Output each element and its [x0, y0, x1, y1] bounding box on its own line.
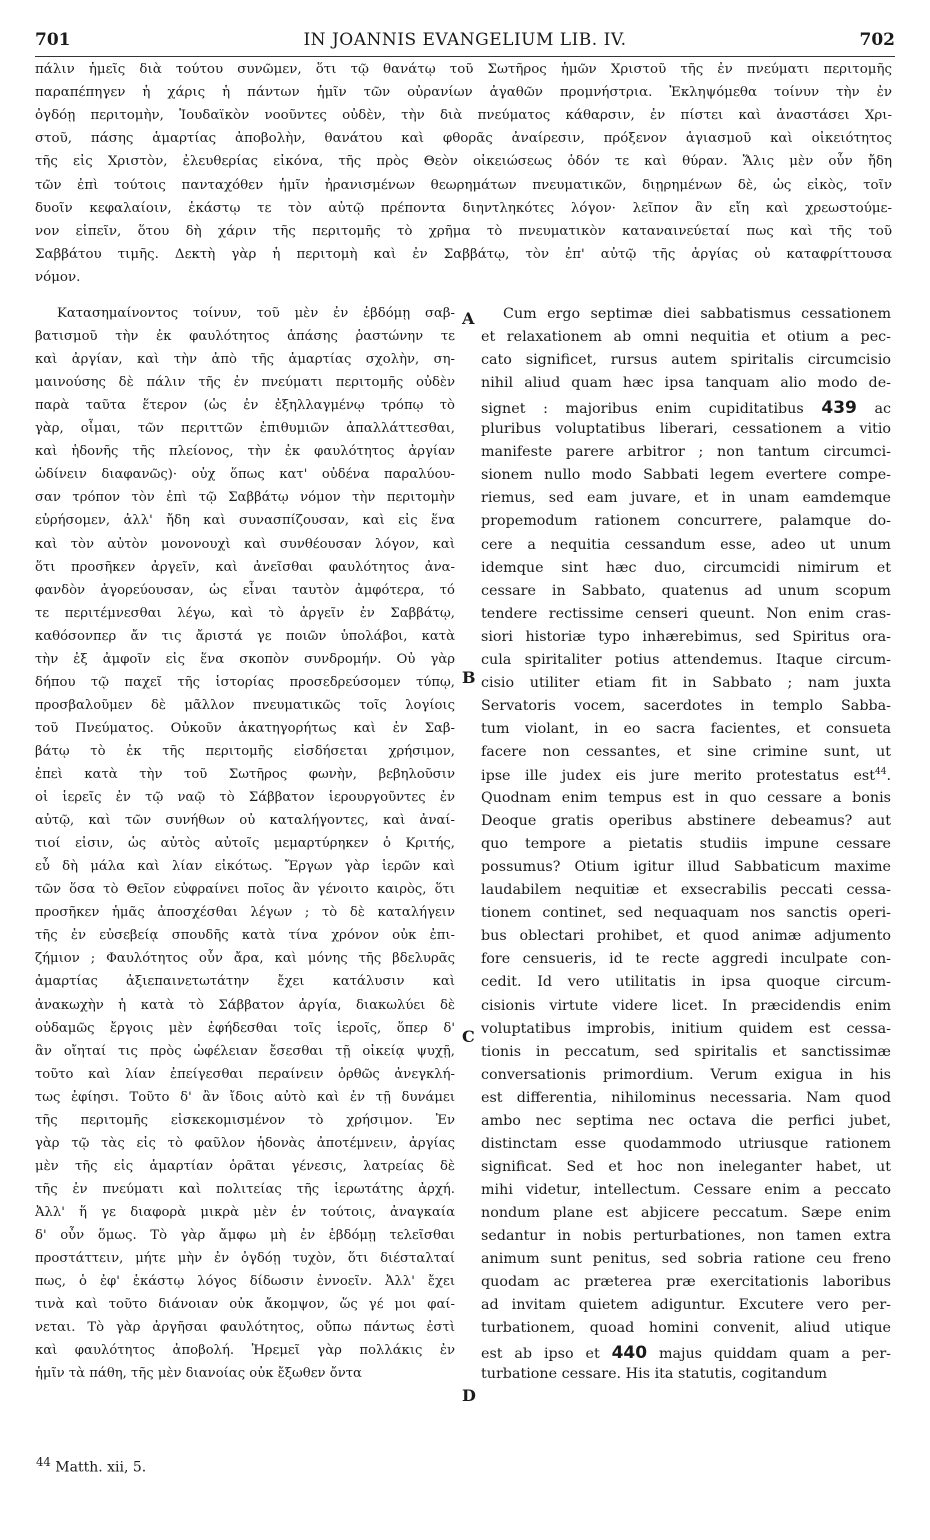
latin-column-line-2: et relaxationem ab omni nequitia et otium a pec-	[481, 329, 891, 346]
latin-column-line-23: Deoque gratis operibus abstinere debeamus? aut	[481, 813, 891, 830]
running-title: IN JOANNIS EVANGELIUM LIB. IV.	[303, 30, 627, 50]
latin-column-line-18: Servatoris vocem, sacerdotes in templo Sabba-	[481, 697, 891, 714]
latin-column-line-28: bus oblectari prohibet, et quod animæ adjumento	[481, 928, 891, 945]
greek-column-line-33: ἂν οἴηταί τις πρὸς ὠφέλειαν ἔσεσθαι τῇ οἰκείᾳ ψυχῇ,	[35, 1043, 455, 1059]
greek-full-line-2: παραπέπηγεν ἡ χάρις ἡ πάντων ἡμῖν τῶν οὐρανίων ἀγαθῶν προμνήστρια. Ἐκληψόμεθα τοίνυν τὴν ἐν	[35, 85, 892, 101]
greek-column-line-5: παρὰ ταῦτα ἕτερον (ὡς ἐν ἐξηλλαγμένῳ τρόπῳ τὸ	[35, 398, 455, 414]
latin-column-line-8: sionem nullo modo Sabbati legem evertere compe-	[481, 467, 891, 484]
greek-column-line-24: τιοί εἰσιν, ὡς αὐτὸς αὐτοῖς μεμαρτύρηκεν ὁ Κριτής,	[35, 836, 455, 852]
greek-column-line-27: προσῆκεν ἡμᾶς ἀποσχέσθαι λέγων ; τὸ δὲ καταλήγειν	[35, 905, 455, 921]
latin-column-line-40: nondum plane est abjicere peccatum. Sæpe enim	[481, 1204, 891, 1221]
greek-column-line-11: καὶ τὸν αὐτὸν μονονουχὶ καὶ συνθέουσαν λόγον, καὶ	[35, 536, 455, 552]
greek-column-line-42: προστάττειν, μήτε μὴν ἐν ὀγδόῃ τυχὸν, ὅτι διέσταλταί	[35, 1251, 455, 1267]
latin-column-line-1: Cum ergo septimæ diei sabbatismus cessationem	[503, 306, 891, 322]
greek-full-line-9: Σαββάτου τιμῆς. Δεκτὴ γὰρ ἡ περιτομὴ καὶ ἐν Σαββάτῳ, τὸν ἐπ' αὐτῷ τῆς ἀργίας οὐ καταφρίττουσα	[35, 246, 892, 262]
column-number-440: 440	[611, 1343, 648, 1364]
greek-column-line-41: δ' οὖν ὅμως. Τὸ γὰρ ἄμφω μὴ ἐν ἑβδόμῃ τελεῖσθαι	[35, 1228, 455, 1243]
right-column-number: 702	[859, 30, 895, 50]
greek-full-line-8: νον εἰπεῖν, ὅτου δὴ χάριν τῆς περιτομῆς τὸ χρῆμα τὸ πνευματικὸν καταναινεύεταί πως καὶ τῆς τοῦ	[35, 223, 892, 239]
greek-column-line-38: μὲν τῆς εἰς ἁμαρτίαν ὁρᾶται γένεσις, λατρείας δὲ	[35, 1158, 455, 1174]
latin-column-line-15: siori historiæ typo inhærebimus, sed Spiritus ora-	[481, 628, 891, 645]
latin-column-line-17: cisio utiliter etiam fit in Sabbato ; nam juxta	[481, 674, 891, 691]
latin-column-line-32: voluptatibus improbis, initium quidem est cessa-	[481, 1020, 891, 1037]
greek-column-line-9: σαν τρόπον τὸν ἐπὶ τῷ Σαββάτῳ νόμον τὴν περιτομὴν	[35, 490, 455, 506]
greek-column-line-2: βατισμοῦ τὴν ἐκ φαυλότητος ἁπάσης ῥαστώνην τε	[35, 329, 455, 345]
greek-column-line-21: ἐπεὶ κατὰ τὴν τοῦ Σωτῆρος φωνὴν, βεβηλοῦσιν	[35, 767, 455, 782]
greek-full-line-5: τῆς εἰς Χριστὸν, ἐλευθερίας εἰκόνα, τῆς πρὸς Θεὸν οἰκειώσεως ὁδόν τε καὶ θύραν. Ἅλις μὲν οὖν ἤδη	[35, 154, 892, 170]
latin-column-line-13: cessare in Sabbato, quatenus ad unum scopum	[481, 582, 891, 599]
latin-column-line-21: ipse ille judex eis jure merito protestatus est$^{44}$.	[481, 767, 891, 784]
greek-column-line-29: ζήμιον ; Φαυλότητος οὖν ἄρα, καὶ μόνης τῆς βδελυρᾶς	[35, 951, 455, 967]
latin-column-line-29: fore censueris, id te recte aggredi inculpate con-	[481, 951, 891, 968]
greek-column-line-14: τε περιτέμνεσθαι λέγω, καὶ τὸ ἀργεῖν ἐν Σαββάτῳ,	[35, 605, 455, 621]
greek-column-line-15: καθόσονπερ ἄν τις ἄριστά γε ποιῶν ὑπολάβοι, κατὰ	[35, 628, 455, 644]
greek-column-line-4: μαινούσης δὲ πάλιν τῆς ἐν πνεύματι περιτομῆς οὐδὲν	[35, 375, 455, 391]
latin-column-line-11: cere a nequitia cessandum esse, adeo ut unum	[481, 536, 891, 553]
latin-column-line-3: cato significet, rursus autem spiritalis circumcisio	[481, 352, 891, 369]
greek-column-line-31: ἀνακωχὴν ἡ κατὰ τὸ Σάββατον ἀργία, διακωλύει δὲ	[35, 997, 455, 1013]
latin-column-line-33: tionis in peccatum, sed spiritalis et sanctissimæ	[481, 1043, 891, 1060]
latin-column-line-38: significat. Sed et hoc non ineleganter habet, ut	[481, 1158, 891, 1175]
greek-column-line-44: τινὰ καὶ τοῦτο διάνοιαν οὐκ ἄκομψον, ὥς γέ μοι φαί-	[35, 1297, 455, 1313]
greek-column-line-25: εὖ δὴ μάλα καὶ λίαν εἰκότως. Ἔργων γὰρ ἱερῶν καὶ	[35, 859, 455, 875]
margin-marker-a: A	[462, 309, 475, 328]
greek-column-line-17: δήπου τῷ παχεῖ τῆς ἱστορίας προσεδρεύσομεν τύπῳ,	[35, 674, 455, 690]
latin-column-line-43: quodam ac præterea præ exercitationis laboribus	[481, 1274, 891, 1291]
greek-column-line-23: αὐτῷ, καὶ τῶν συνήθων οὐ καταλήγοντες, καὶ ἀναί-	[35, 813, 455, 829]
latin-column-line-26: laudabilem nequitiæ et exsecrabilis peccati cessa-	[481, 882, 891, 899]
footnote-number: 44	[36, 1455, 51, 1469]
greek-column-line-12: ὅτι προσῆκεν ἀργεῖν, καὶ ἀνεῖσθαι φαυλότητος ἀνα-	[35, 559, 455, 575]
latin-column-line-5: signet : majoribus enim cupiditatibus 439 ac	[481, 398, 892, 419]
greek-column-line-35: τως ἐφίησι. Τοῦτο δ' ἂν ἴδοις αὐτὸ καὶ ἐν τῇ δυνάμει	[35, 1089, 455, 1105]
latin-line-5-tail: ac	[874, 401, 892, 418]
greek-column-line-18: προσβαλοῦμεν δὲ μᾶλλον πνευματικῶς τοῖς λογίοις	[35, 697, 455, 713]
margin-marker-d: D	[462, 1386, 476, 1405]
greek-column-line-26: τῶν ὅσα τὸ Θεῖον εὐφραίνει ποῖος ἂν γένοιτο καιρὸς, ὅτι	[35, 882, 455, 898]
greek-column-line-34: τοῦτο καὶ λίαν ἐπείγεσθαι περαίνειν ὀρθῶς ἀνεγκλή-	[35, 1066, 455, 1082]
header-rule	[35, 56, 895, 57]
greek-column-line-13: φανδὸν ἀγορεύουσαν, ὡς εἶναι ταυτὸν ἀμφότερα, τό	[35, 582, 455, 598]
latin-column-line-24: quo tempore a pietatis studiis impune cessare	[481, 836, 891, 853]
greek-column-line-40: Ἀλλ' ἥ γε διαφορὰ μικρὰ μὲν ἐν τούτοις, ἀναγκαία	[35, 1204, 455, 1220]
footnote	[36, 1455, 146, 1476]
latin-column-line-25: possumus? Otium igitur illud Sabbaticum maxime	[481, 859, 891, 876]
latin-column-line-27: tionem continet, sed nequaquam nos sanctis operi-	[481, 905, 891, 922]
greek-column-line-3: καὶ ἀργίαν, καὶ τὴν ἀπὸ τῆς ἁμαρτίας σχολὴν, ση-	[35, 352, 455, 368]
latin-column-line-22: Quodnam enim tempus est in quo cessare a bonis	[481, 790, 891, 807]
latin-column-line-7: manifeste parere arbitror ; non tantum circumci-	[481, 444, 891, 461]
greek-column-line-22: οἱ ἱερεῖς ἐν τῷ ναῷ τὸ Σάββατον ἱερουργοῦντες ἐν	[35, 790, 455, 806]
greek-column-line-19: τοῦ Πνεύματος. Οὐκοῦν ἀκατηγορήτως καὶ ἐν Σαβ-	[35, 720, 455, 736]
greek-column-line-8: ὠδίνειν διαφανῶς)· οὐχ ὅπως κατ' οὐδένα παραλύου-	[35, 467, 455, 483]
greek-column-line-7: καὶ ἡδονῆς τῆς πλείονος, τὴν ἐκ φαυλότητος ἀργίαν	[35, 444, 455, 460]
latin-column-line-19: tum violant, in eo sacra facientes, et consueta	[481, 720, 891, 737]
latin-column-line-37: distinctam esse quodammodo utriusque rationem	[481, 1135, 891, 1152]
latin-column-line-41: sedantur in nobis perturbationes, non tamen extra	[481, 1228, 891, 1244]
latin-column-line-20: facere non cessantes, et sine crimine sunt, ut	[481, 743, 891, 760]
latin-column-line-44: ad invitam quietem adiguntur. Excutere vero per-	[481, 1297, 891, 1314]
latin-line-46-tail: majus quiddam quam a per-	[658, 1346, 892, 1363]
latin-column-line-36: ambo nec septima nec octava die perfici jubet,	[481, 1112, 891, 1129]
greek-full-line-3: ὀγδόῃ περιτομὴν, Ἰουδαϊκὸν νοοῦντες οὐδὲν, τὴν διὰ πνεύματος κάθαρσιν, ἐν πίστει καὶ ἀναστάσει Χρι-	[35, 108, 892, 124]
greek-column-line-37: γὰρ τῷ τὰς εἰς τὸ φαῦλον ἡδονὰς ἀποτέμνειν, ἀργίας	[35, 1135, 455, 1151]
column-number-439: 439	[821, 398, 857, 419]
latin-column-line-31: cisionis virtute videre licet. In præcidendis enim	[481, 997, 891, 1014]
greek-full-line-10: νόμον.	[35, 269, 81, 285]
greek-column-line-16: τὴν ἐξ ἀμφοῖν εἰς ἕνα σκοπὸν συνδρομήν. Οὐ γὰρ	[35, 651, 455, 667]
left-column-number: 701	[35, 30, 71, 50]
greek-full-line-6: τῶν ἐπὶ τούτοις πανταχόθεν ἡμῖν ἠρανισμένων θεωρημάτων πνευματικῶν, διῃρημένων δὲ, ὡς εἰκὸς, τοῖν	[35, 177, 892, 193]
latin-column-line-16: cula spiritaliter potius attendemus. Itaque circum-	[481, 651, 891, 668]
greek-column-line-30: ἁμαρτίας ἀξιεπαινετωτάτην ἔχει κατάλυσιν καὶ	[35, 974, 455, 990]
latin-column-line-4: nihil aliud quam hæc ipsa tanquam alio modo de-	[481, 375, 891, 392]
latin-column-line-6: pluribus voluptatibus liberari, cessationem a vitio	[481, 421, 891, 438]
latin-column-line-12: idemque sint hæc duo, circumcidi nimirum et	[481, 559, 891, 576]
greek-column-line-1: Κατασημαίνοντος τοίνυν, τοῦ μὲν ἐν ἑβδόμῃ σαβ-	[57, 306, 455, 321]
greek-full-line-7: δυοῖν κεφαλαίοιν, ἑκάστῳ τε τὸν αὐτῷ πρέποντα διηντληκότες λόγον· λεῖπον ἂν εἴη καὶ χρεωστούμε-	[35, 200, 892, 216]
greek-column-line-43: πως, ὁ ἐφ' ἑκάστῳ λόγος δίδωσιν ἐννοεῖν. Ἀλλ' ἔχει	[35, 1274, 455, 1290]
latin-column-line-9: riemus, sed eam juvare, et in unam eamdemque	[481, 490, 891, 507]
latin-column-line-45: turbationem, quoad homini convenit, aliud utique	[481, 1320, 891, 1337]
greek-column-line-36: τῆς περιτομῆς εἰσκεκομισμένον τὸ χρήσιμον. Ἐν	[35, 1112, 455, 1128]
greek-full-line-1: πάλιν ἡμεῖς διὰ τούτου συνῶμεν, ὅτι τῷ θανάτῳ τοῦ Σωτῆρος ἡμῶν Χριστοῦ τῆς ἐν πνεύματι περιτομῆς	[35, 62, 892, 77]
latin-column-line-47: turbatione cessare. His ita statutis, cogitandum	[481, 1366, 827, 1383]
greek-column-line-20: βάτῳ τὸ ἐκ τῆς περιτομῆς εἰσδήσεται χρήσιμον,	[35, 743, 455, 759]
latin-column-line-42: animum sunt penitus, sed sobria ratione ceu freno	[481, 1251, 891, 1268]
greek-column-line-46: καὶ φαυλότητος ἀποβολή. Ἠρεμεῖ γὰρ πολλάκις ἐν	[35, 1343, 455, 1359]
greek-column-line-32: οὐδαμῶς ἔργοις μὲν ἐφήδεσθαι τοῖς ἱεροῖς, ὅπερ δ'	[35, 1020, 455, 1036]
greek-column-line-28: τῆς ἐν εὐσεβείᾳ σπουδῆς κατὰ τίνα χρόνον οὐκ ἐπι-	[35, 928, 455, 944]
greek-column-line-47: ἡμῖν τὰ πάθη, τῆς μὲν διανοίας οὐκ ἔξωθεν ὄντα	[35, 1366, 362, 1382]
latin-column-line-39: mihi videtur, intellectum. Cessare enim a peccato	[481, 1181, 891, 1198]
latin-column-line-10: propemodum rationem concurrere, palamque do-	[481, 513, 891, 530]
latin-column-line-34: conversationis primordium. Verum exigua in his	[481, 1066, 891, 1083]
greek-column-line-39: τῆς ἐν πνεύματι καὶ πολιτείας τῆς ἱερωτάτης ἀρχή.	[35, 1181, 455, 1197]
latin-column-line-14: tendere rectissime censeri queunt. Non enim cras-	[481, 605, 891, 622]
greek-column-line-45: νεται. Τὸ γὰρ ἀργῆσαι φαυλότητος, οὔπω πάντως ἐστὶ	[35, 1320, 455, 1336]
greek-column-line-6: γὰρ, οἶμαι, τῶν περιττῶν ἐπιθυμιῶν ἀπαλλάττεσθαι,	[35, 421, 455, 437]
margin-marker-c: C	[462, 1027, 475, 1046]
footnote-text: Matth. xii, 5.	[55, 1459, 147, 1476]
footnote-reference: 44	[875, 767, 887, 777]
latin-column-line-30: cedit. Id vero utilitatis in ipsa quoque circum-	[481, 974, 891, 991]
greek-column-line-10: εὑρήσομεν, ἀλλ' ἤδη καὶ συνασπίζουσαν, καὶ εἰς ἕνα	[35, 513, 455, 529]
greek-full-line-4: στοῦ, πάσης ἁμαρτίας ἀποβολὴν, θανάτου καὶ φθορᾶς ἀναίρεσιν, πρόξενον ἁγιασμοῦ καὶ οἰκειότητος	[35, 131, 892, 147]
latin-column-line-35: est differentia, nihilominus necessaria. Nam quod	[481, 1089, 891, 1106]
latin-column-line-46: est ab ipso et 440 majus quiddam quam a per-	[481, 1343, 892, 1364]
margin-marker-b: B	[462, 668, 476, 687]
